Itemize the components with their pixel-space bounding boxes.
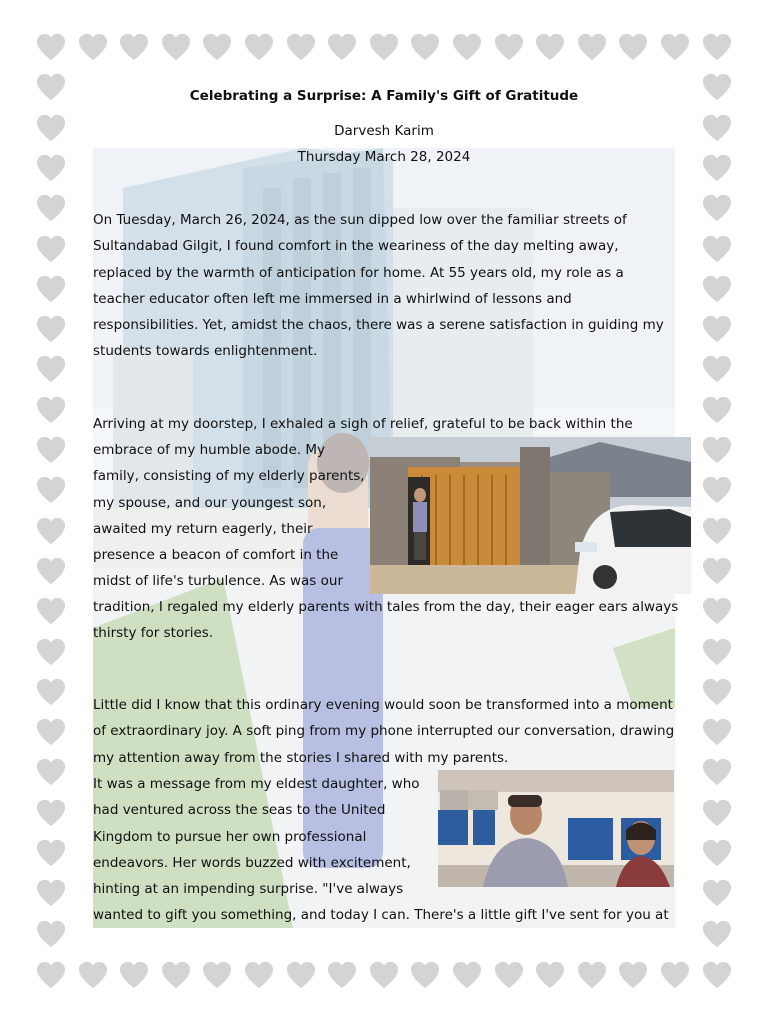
- heart-icon: [452, 32, 482, 62]
- heart-icon: [36, 274, 66, 304]
- heart-icon: [36, 153, 66, 183]
- heart-icon: [36, 637, 66, 667]
- paragraph-2-ending: tradition, I regaled my elderly parents with tales from the day, their eager ears always thirsty for stories.: [93, 599, 679, 642]
- heart-icon: [410, 32, 440, 62]
- heart-icon: [202, 32, 232, 62]
- heart-icon: [702, 838, 732, 868]
- heart-icon: [286, 32, 316, 62]
- house-gate-photo: [370, 437, 691, 594]
- heart-icon: [702, 113, 732, 143]
- heart-icon: [660, 960, 690, 990]
- paragraph-2-wrapped-text: embrace of my humble abode. My family, consisting of my elderly parents, my spouse, and our youngest son, awaited my return eagerly, their presence a beacon of comfort in the midst of life's turbulence. As was our: [93, 442, 365, 590]
- heart-icon: [702, 798, 732, 828]
- heart-icon: [494, 32, 524, 62]
- heart-icon: [36, 113, 66, 143]
- heart-icon: [702, 395, 732, 425]
- heart-icon: [702, 354, 732, 384]
- heart-icon: [36, 798, 66, 828]
- heart-icon: [36, 717, 66, 747]
- heart-icon: [36, 435, 66, 465]
- heart-icon: [702, 193, 732, 223]
- heart-icon: [161, 32, 191, 62]
- heart-icon: [535, 32, 565, 62]
- heart-icon: [702, 516, 732, 546]
- heart-icon: [702, 234, 732, 264]
- heart-icon: [702, 153, 732, 183]
- heart-icon: [36, 556, 66, 586]
- heart-icon: [702, 919, 732, 949]
- heart-icon: [702, 878, 732, 908]
- heart-icon: [618, 960, 648, 990]
- heart-icon: [78, 960, 108, 990]
- heart-icon: [702, 435, 732, 465]
- heart-icon: [78, 32, 108, 62]
- family-photo: [438, 770, 674, 887]
- heart-icon: [244, 32, 274, 62]
- document-date: Thursday March 28, 2024: [297, 149, 471, 165]
- heart-icon: [119, 960, 149, 990]
- heart-icon: [36, 878, 66, 908]
- heart-icon: [36, 596, 66, 626]
- heart-icon: [702, 475, 732, 505]
- heart-icon: [36, 677, 66, 707]
- heart-icon: [36, 314, 66, 344]
- heart-icon: [369, 960, 399, 990]
- author-name: Darvesh Karim: [334, 123, 434, 139]
- heart-icon: [286, 960, 316, 990]
- heart-icon: [535, 960, 565, 990]
- heart-icon: [702, 274, 732, 304]
- paragraph-1: On Tuesday, March 26, 2024, as the sun dipped low over the familiar streets of Sultandabad Gilgit, I found comfort in the weariness of the day melting away, replaced by the warmth of anticipation for home. At 55 years old, my role as a teacher educator often left me immersed in a whirlwind of lessons and responsibilities. Yet, amidst the chaos, there was a serene satisfaction in guiding my students towards enlightenment.: [93, 212, 664, 360]
- paragraph-3-wrapped-text: It was a message from my eldest daughter, who had ventured across the seas to the United Kingdom to pursue her own professional endeavors. Her words buzzed with excitement, hinting at an impending surprise. "I've always: [93, 776, 420, 898]
- heart-icon: [702, 677, 732, 707]
- heart-icon: [702, 556, 732, 586]
- left-heart-border: [36, 0, 76, 1024]
- heart-icon: [36, 516, 66, 546]
- heart-icon: [36, 475, 66, 505]
- paragraph-3-ending: wanted to gift you something, and today I can. There's a little gift I've sent for you at: [93, 907, 669, 923]
- heart-icon: [36, 395, 66, 425]
- heart-icon: [119, 32, 149, 62]
- heart-icon: [36, 838, 66, 868]
- bottom-heart-border: [0, 958, 768, 998]
- heart-icon: [494, 960, 524, 990]
- paragraph-2-first-line: Arriving at my doorstep, I exhaled a sigh of relief, grateful to be back within the: [93, 416, 633, 432]
- heart-icon: [452, 960, 482, 990]
- heart-icon: [577, 32, 607, 62]
- heart-icon: [244, 960, 274, 990]
- heart-icon: [702, 637, 732, 667]
- top-heart-border: [0, 30, 768, 70]
- heart-icon: [702, 596, 732, 626]
- heart-icon: [161, 960, 191, 990]
- heart-icon: [36, 757, 66, 787]
- document-title: Celebrating a Surprise: A Family's Gift of Gratitude: [189, 88, 579, 104]
- heart-icon: [577, 960, 607, 990]
- heart-icon: [702, 314, 732, 344]
- heart-icon: [202, 960, 232, 990]
- heart-icon: [618, 32, 648, 62]
- heart-icon: [369, 32, 399, 62]
- heart-icon: [36, 919, 66, 949]
- heart-icon: [660, 32, 690, 62]
- right-heart-border: [702, 0, 742, 1024]
- heart-icon: [702, 757, 732, 787]
- heart-icon: [410, 960, 440, 990]
- heart-icon: [327, 960, 357, 990]
- heart-icon: [702, 72, 732, 102]
- heart-icon: [36, 72, 66, 102]
- heart-icon: [36, 193, 66, 223]
- heart-icon: [702, 717, 732, 747]
- paragraph-3-opening: Little did I know that this ordinary evening would soon be transformed into a moment of extraordinary joy. A soft ping from my phone interrupted our conversation, drawing my attention away from the stories I shared with my parents.: [93, 697, 675, 766]
- heart-icon: [36, 234, 66, 264]
- heart-icon: [327, 32, 357, 62]
- heart-icon: [36, 354, 66, 384]
